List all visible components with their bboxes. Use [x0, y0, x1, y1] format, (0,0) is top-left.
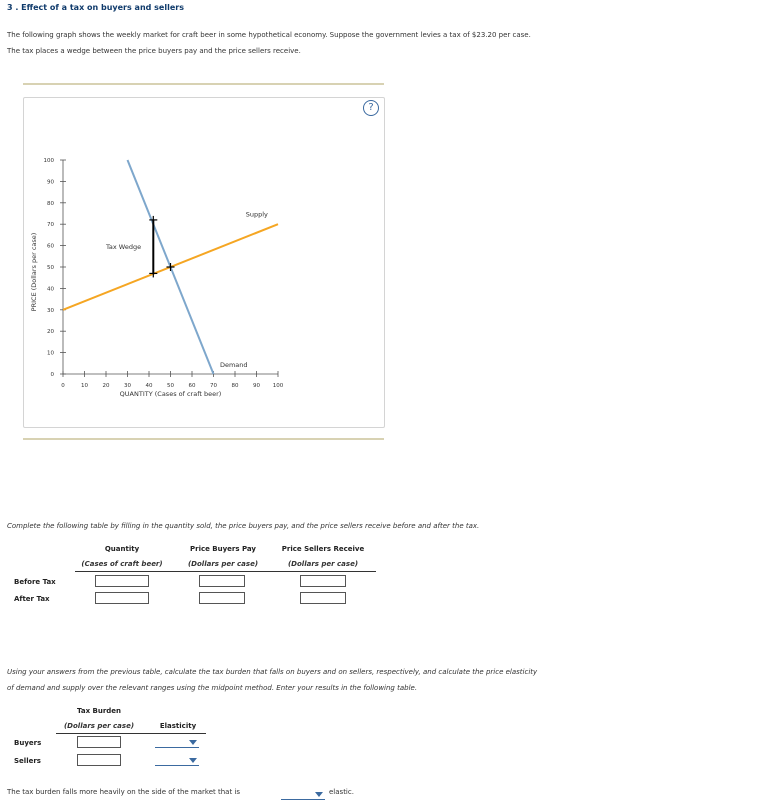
y-axis-label: PRICE (Dollars per case)	[30, 232, 38, 312]
y-tick-label: 30	[47, 307, 54, 314]
tax-wedge-label: Tax Wedge	[106, 242, 142, 251]
x-tick-label: 40	[145, 383, 153, 389]
supply-label: Supply	[245, 210, 268, 219]
question-title: 3 . Effect of a tax on buyers and sellers	[7, 3, 184, 12]
table2-elasticity-header: Elasticity	[159, 722, 197, 730]
sellers-elasticity-dropdown[interactable]	[155, 755, 199, 766]
before-tax-quantity-input[interactable]	[95, 575, 149, 587]
y-tick-label: 10	[47, 350, 54, 357]
divider-top	[23, 83, 384, 85]
row-sellers: Sellers	[14, 757, 41, 765]
x-axis-label: QUANTITY (Cases of craft beer)	[119, 390, 222, 398]
y-tick-label: 20	[47, 329, 54, 336]
buyers-tax-burden-input[interactable]	[77, 736, 121, 748]
table2-instructions-line-2: of demand and supply over the relevant ranges using the midpoint method. Enter your results in the following table.	[7, 684, 418, 692]
market-side-dropdown[interactable]	[281, 789, 325, 800]
after-tax-buyers-pay-input[interactable]	[199, 592, 245, 604]
y-axis	[44, 158, 67, 378]
x-tick-label: 30	[124, 383, 131, 389]
table1-sellers-receive-header: Price Sellers Receive	[281, 545, 365, 553]
table2-tax-burden-sub: (Dollars per case)	[63, 722, 135, 730]
y-tick-label: 60	[47, 243, 54, 250]
table1-buyers-pay-header: Price Buyers Pay	[189, 545, 256, 553]
buyers-elasticity-dropdown[interactable]	[155, 737, 199, 748]
row-before-tax: Before Tax	[14, 578, 56, 586]
table1-sellers-receive-sub: (Dollars per case)	[287, 560, 359, 568]
x-tick-label: 70	[210, 383, 217, 389]
chevron-down-icon	[315, 792, 323, 797]
y-tick-label: 80	[47, 200, 54, 207]
x-axis	[61, 371, 283, 389]
after-tax-sellers-receive-input[interactable]	[300, 592, 346, 604]
intro-line-1: The following graph shows the weekly market for craft beer in some hypothetical economy. Suppose the government levies a tax of $23.20 per case.	[7, 31, 531, 39]
y-tick-label: 70	[47, 222, 54, 229]
x-tick-label: 50	[167, 383, 174, 389]
table2-tax-burden-header: Tax Burden	[76, 707, 122, 715]
table2-instructions-line-1: Using your answers from the previous table, calculate the tax burden that falls on buyers and on sellers, respectively, and calculate the price elasticity	[7, 668, 538, 676]
table1-instructions: Complete the following table by filling in the quantity sold, the price buyers pay, and the price sellers receive before and after the tax.	[7, 522, 480, 530]
x-tick-label: 100	[272, 383, 284, 389]
table1-buyers-pay-sub: (Dollars per case)	[187, 560, 259, 568]
before-tax-buyers-pay-input[interactable]	[199, 575, 245, 587]
final-sentence-end: elastic.	[329, 788, 354, 796]
demand-label: Demand	[219, 360, 248, 369]
sellers-tax-burden-input[interactable]	[77, 754, 121, 766]
x-tick-label: 0	[61, 383, 65, 389]
chevron-down-icon	[189, 758, 197, 763]
y-tick-label: 90	[47, 179, 54, 186]
help-icon[interactable]: ?	[363, 100, 379, 116]
after-tax-quantity-input[interactable]	[95, 592, 149, 604]
x-tick-label: 10	[81, 383, 88, 389]
before-tax-sellers-receive-input[interactable]	[300, 575, 346, 587]
final-sentence-start: The tax burden falls more heavily on the side of the market that is	[7, 788, 241, 796]
x-tick-label: 80	[231, 383, 239, 389]
row-after-tax: After Tax	[14, 595, 50, 603]
y-tick-label: 50	[47, 265, 54, 271]
intro-line-2: The tax places a wedge between the price buyers pay and the price sellers receive.	[7, 47, 301, 55]
x-tick-label: 60	[188, 383, 196, 389]
chevron-down-icon	[189, 740, 197, 745]
x-tick-label: 90	[253, 383, 260, 389]
y-tick-label: 0	[50, 372, 54, 378]
y-tick-label: 100	[43, 158, 54, 164]
table1-quantity-header: Quantity	[104, 545, 140, 553]
tax-graph	[23, 97, 384, 427]
divider-bottom	[23, 438, 384, 440]
table2-header-rule	[56, 733, 206, 734]
table1-header-rule	[75, 571, 376, 572]
y-tick-label: 40	[47, 286, 54, 293]
row-buyers: Buyers	[14, 739, 42, 747]
x-tick-label: 20	[102, 383, 110, 389]
table1-quantity-sub: (Cases of craft beer)	[81, 560, 163, 568]
